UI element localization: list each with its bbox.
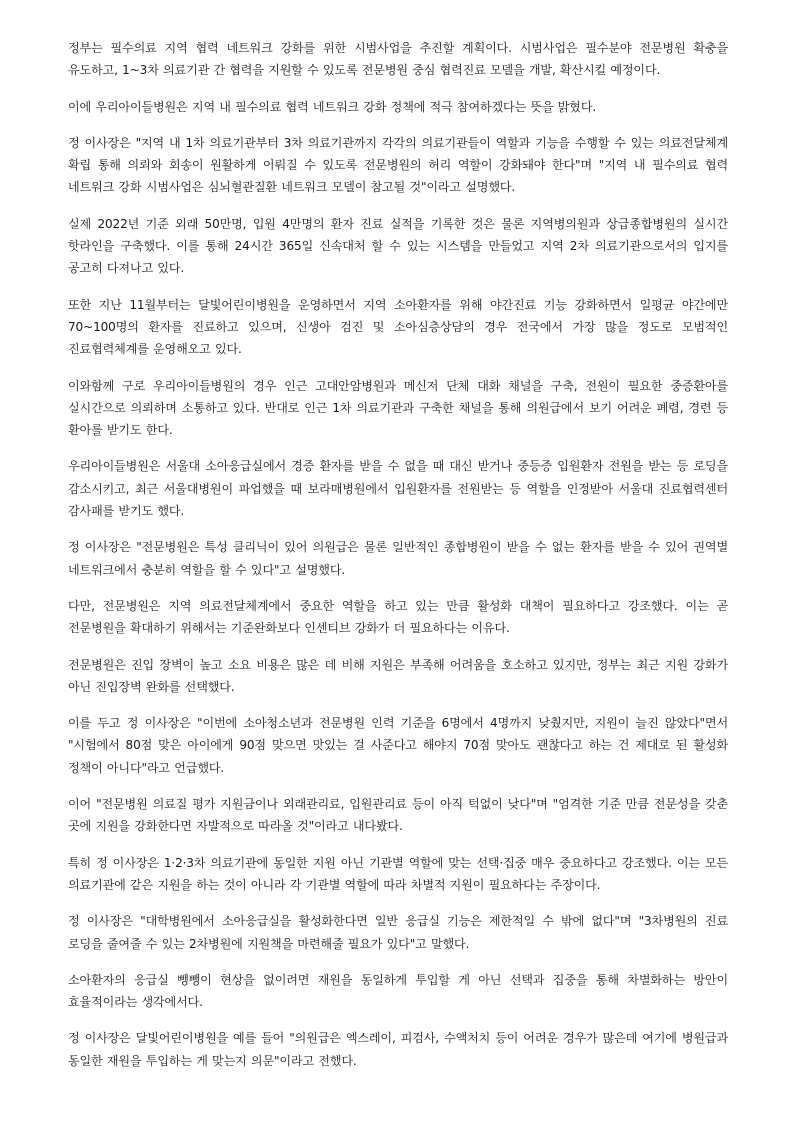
paragraph-5: 또한 지난 11월부터는 달빛어린이병원을 운영하면서 지역 소아환자를 위해 야간진료 기능 강화하면서 일평균 야간에만 70~100명의 환자를 진료하고 있으며, 신생아 검진 및 소아심층상담의 경우 전국에서 가장 많을 정도로 모범적인 진료협력체계를 운영해오고 있다. (68, 297, 729, 357)
article-body (68, 37, 728, 1086)
paragraph-2: 이에 우리아이들병원은 지역 내 필수의료 협력 네트워크 강화 정책에 적극 참여하겠다는 뜻을 밝혔다. (68, 99, 597, 114)
paragraph-13: 특히 정 이사장은 1·2·3차 의료기관에 동일한 지원 아닌 기관별 역할에 맞는 선택·집중 매우 중요하다고 강조했다. 이는 모든 의료기관에 같은 지원을 하는 것이 아니라 각 기관별 역할에 따라 차별적 지원이 필요하다는 주장이다. (68, 855, 728, 892)
paragraph-1: 정부는 필수의료 지역 협력 네트워크 강화를 위한 시범사업을 추진할 계획이다. 시범사업은 필수분야 전문병원 확충을 유도하고, 1~3차 의료기관 간 협력을 지원할 수 있도록 전문병원 중심 협력진료 모델을 개발, 확산시킬 예정이다. (68, 41, 728, 78)
paragraph-9: 다만, 전문병원은 지역 의료전달체계에서 중요한 역할을 하고 있는 만큼 활성화 대책이 필요하다고 강조했다. 이는 곧 전문병원을 확대하기 위해서는 기준완화보다 인센티브 강화가 더 필요하다는 이유다. (68, 598, 728, 636)
paragraph-11: 이를 두고 정 이사장은 "이번에 소아청소년과 전문병원 인력 기준을 6명에서 4명까지 낮췄지만, 지원이 늘진 않았다"면서 "시험에서 80점 맞은 아이에게 90점 맞으면 맛있는 걸 사준다고 해야지 70점 맞아도 괜찮다고 하는 건 제대로 된 활성화 정책이 아니다"라고 언급했다. (68, 716, 728, 775)
paragraph-6: 이와함께 구로 우리아이들병원의 경우 인근 고대안암병원과 메신저 단체 대화 채널을 구축, 전원이 필요한 중증환아를 실시간으로 의뢰하며 소통하고 있다. 반대로 인근 1차 의료기관과 구축한 채널을 통해 의원급에서 보기 어려운 폐렴, 경련 등 환아를 받기도 한다. (68, 378, 728, 438)
paragraph-3: 정 이사장은 "지역 내 1차 의료기관부터 3차 의료기관까지 각각의 의료기관들이 역할과 기능을 수행할 수 있는 의료전달체계 확립 통해 의뢰와 회송이 원활하게 이뤄질 수 있도록 전문병원의 허리 역할이 강화돼야 한다"며 "지역 내 필수의료 협력 네트워크 강화 시범사업은 심뇌혈관질환 네트워크 모델이 참고될 것"이라고 설명했다. (68, 135, 728, 195)
paragraph-15: 소아환자의 응급실 뺑뺑이 현상을 없이려면 재원을 동일하게 투입할 게 아닌 선택과 집중을 통해 차별화하는 방안이 효율적이라는 생각에서다. (68, 972, 728, 1010)
paragraph-14: 정 이사장은 "대학병원에서 소아응급실을 활성화한다면 일반 응급실 기능은 제한적일 수 밖에 없다"며 "3차병원의 진료 로딩을 줄여줄 수 있는 2차병원에 지원책을 마련해줄 필요가 있다"고 말했다. (68, 914, 728, 951)
paragraph-16: 정 이사장은 달빛어린이병원을 예를 들어 "의원급은 엑스레이, 피검사, 수액처치 등이 어려운 경우가 많은데 여기에 병원급과 동일한 재원을 투입하는 게 맞는지 의문"이라고 전했다. (68, 1031, 728, 1068)
paragraph-10: 전문병원은 진입 장벽이 높고 소요 비용은 많은 데 비해 지원은 부족해 어려움을 호소하고 있지만, 정부는 최근 지원 강화가 아닌 진입장벽 완화를 선택했다. (68, 657, 728, 694)
paragraph-12: 이어 "전문병원 의료질 평가 지원금이나 외래관리료, 입원관리료 등이 아직 턱없이 낮다"며 "엄격한 기준 만큼 전문성을 갖춘 곳에 지원을 강화한다면 자발적으로 따라올 것"이라고 내다봤다. (68, 797, 728, 834)
paragraph-4: 실제 2022년 기준 외래 50만명, 입원 4만명의 환자 진료 실적을 기록한 것은 물론 지역병의원과 상급종합병원의 실시간 핫라인을 구축했다. 이를 통해 24시간 365일 신속대처 할 수 있는 시스템을 만들었고 지역 2차 의료기관으로서의 입지를 공고히 다져나고 있다. (68, 216, 728, 276)
paragraph-8: 정 이사장은 "전문병원은 특성 클리닉이 있어 의원급은 물론 일반적인 종합병원이 받을 수 없는 환자를 받을 수 있어 권역별 네트워크에서 충분히 역할을 할 수 있다"고 설명했다. (68, 540, 728, 577)
paragraph-7: 우리아이들병원은 서울대 소아응급실에서 경증 환자를 받을 수 없을 때 대신 받거나 중등증 입원환자 전원을 받는 등 로딩을 감소시키고, 최근 서울대병원이 파업했을 때 보라매병원에서 입원환자를 전원받는 등 역할을 인정받아 서울대 진료협력센터 감사패를 받기도 했다. (68, 459, 728, 519)
